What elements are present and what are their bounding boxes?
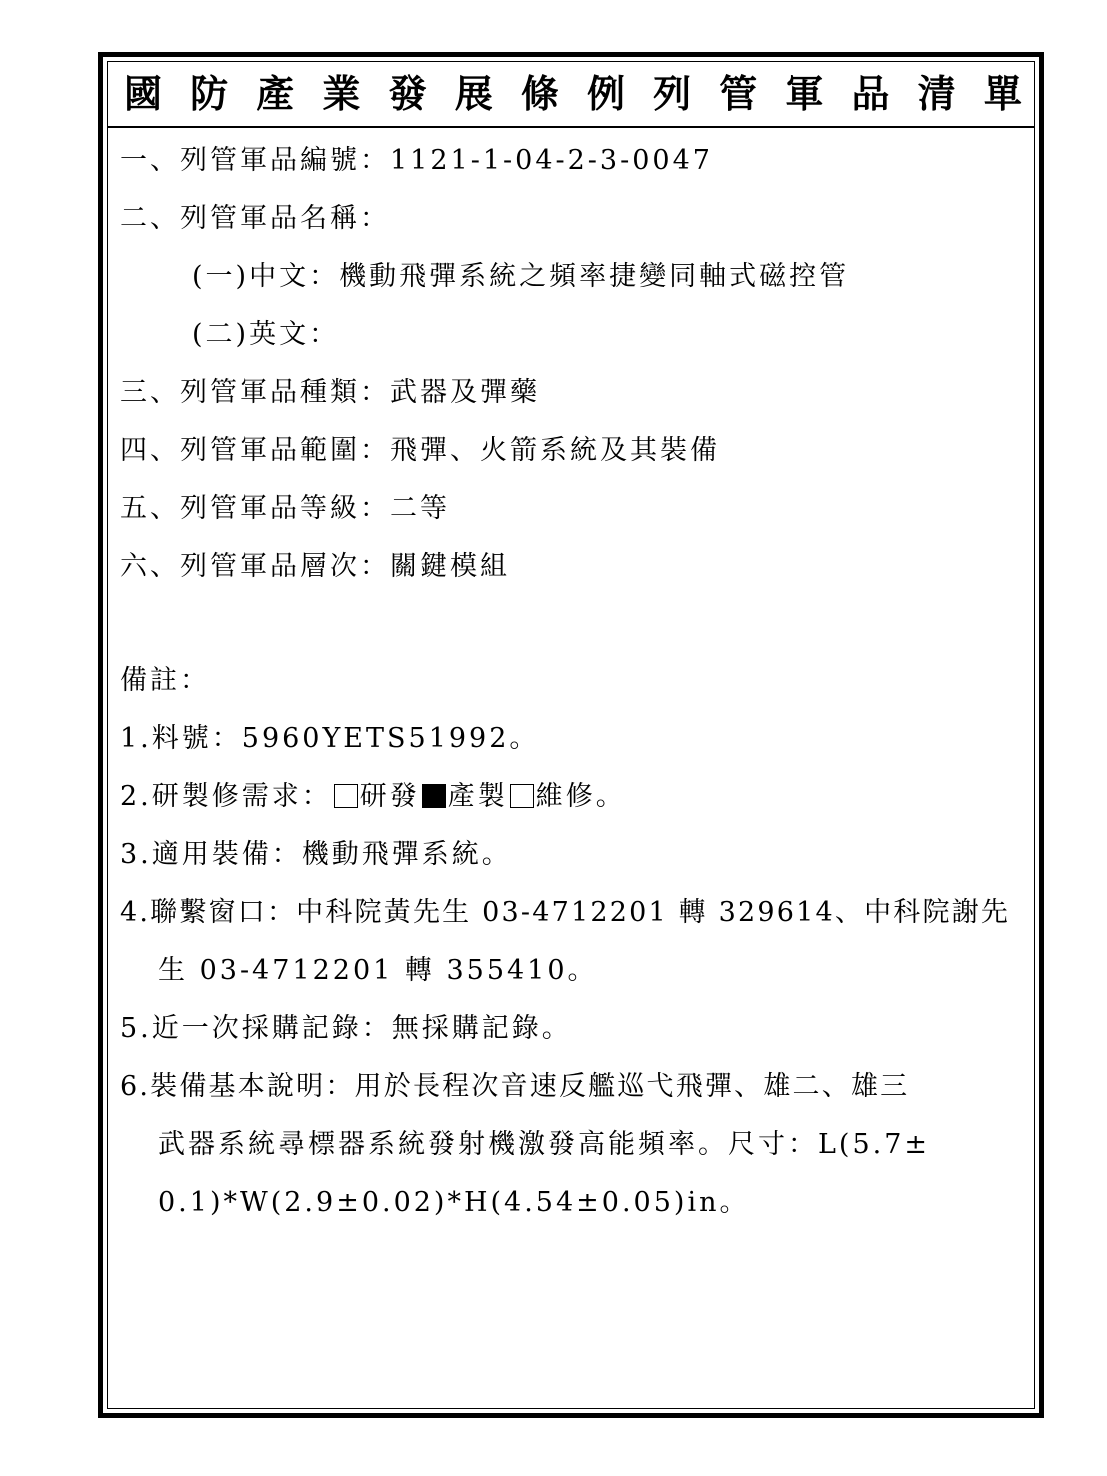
note-requirement: [120, 780, 626, 814]
develop-checkbox: [334, 784, 358, 808]
note-description-continued: 武器系統尋標器系統發射機激發高能頻率。尺寸：L(5.7±: [158, 1129, 931, 1160]
title-char: 防: [190, 72, 229, 116]
title-char: 列: [653, 72, 692, 116]
title-char: 業: [322, 72, 361, 116]
note-contact-continued: 生 03-4712201 轉 355410。: [158, 955, 598, 986]
note-requirement-label: 2.研製修需求：: [120, 781, 332, 812]
item-name-chinese: (一)中文：機動飛彈系統之頻率捷變同軸式磁控管: [192, 261, 850, 292]
title-char: 清: [917, 72, 956, 116]
item-scope: 四、列管軍品範圍：飛彈、火箭系統及其裝備: [120, 435, 720, 466]
title-char: 管: [719, 72, 758, 116]
produce-label: 產製: [447, 781, 508, 812]
document-title: [108, 62, 1034, 128]
note-contact: 4.聯繫窗口：中科院黃先生 03-4712201 轉 329614、中科院謝先: [120, 897, 1011, 928]
note-last-purchase: 5.近一次採購記錄：無採購記錄。: [120, 1013, 572, 1044]
note-part-number: 1.料號：5960YETS51992。: [120, 723, 540, 754]
title-char: 國: [124, 72, 163, 116]
title-char: 產: [256, 72, 295, 116]
title-char: 單: [983, 72, 1022, 116]
repair-checkbox: [510, 784, 534, 808]
item-grade: 五、列管軍品等級：二等: [120, 493, 450, 524]
note-description: 6.裝備基本說明：用於長程次音速反艦巡弋飛彈、雄二、雄三: [120, 1071, 910, 1102]
item-level: 六、列管軍品層次：關鍵模組: [120, 551, 510, 582]
title-char: 軍: [785, 72, 824, 116]
title-char: 發: [388, 72, 427, 116]
title-char: 條: [520, 72, 559, 116]
notes-heading: 備註：: [120, 665, 210, 696]
repair-label: 維修。: [535, 781, 626, 812]
item-category: 三、列管軍品種類：武器及彈藥: [120, 377, 540, 408]
title-char: 品: [851, 72, 890, 116]
produce-checkbox: [422, 784, 446, 808]
item-serial-number: 一、列管軍品編號：1121-1-04-2-3-0047: [120, 145, 713, 176]
item-name-heading: 二、列管軍品名稱：: [120, 203, 390, 234]
document-body: [120, 128, 1030, 1408]
note-applicable-equipment: 3.適用裝備：機動飛彈系統。: [120, 839, 512, 870]
title-char: 例: [586, 72, 625, 116]
item-name-english: (二)英文：: [192, 319, 340, 350]
document-inner-border: [107, 61, 1035, 1409]
title-char: 展: [454, 72, 493, 116]
note-description-dimensions: 0.1)*W(2.9±0.02)*H(4.54±0.05)in。: [158, 1187, 750, 1218]
document-frame: [98, 52, 1044, 1418]
develop-label: 研發: [359, 781, 420, 812]
